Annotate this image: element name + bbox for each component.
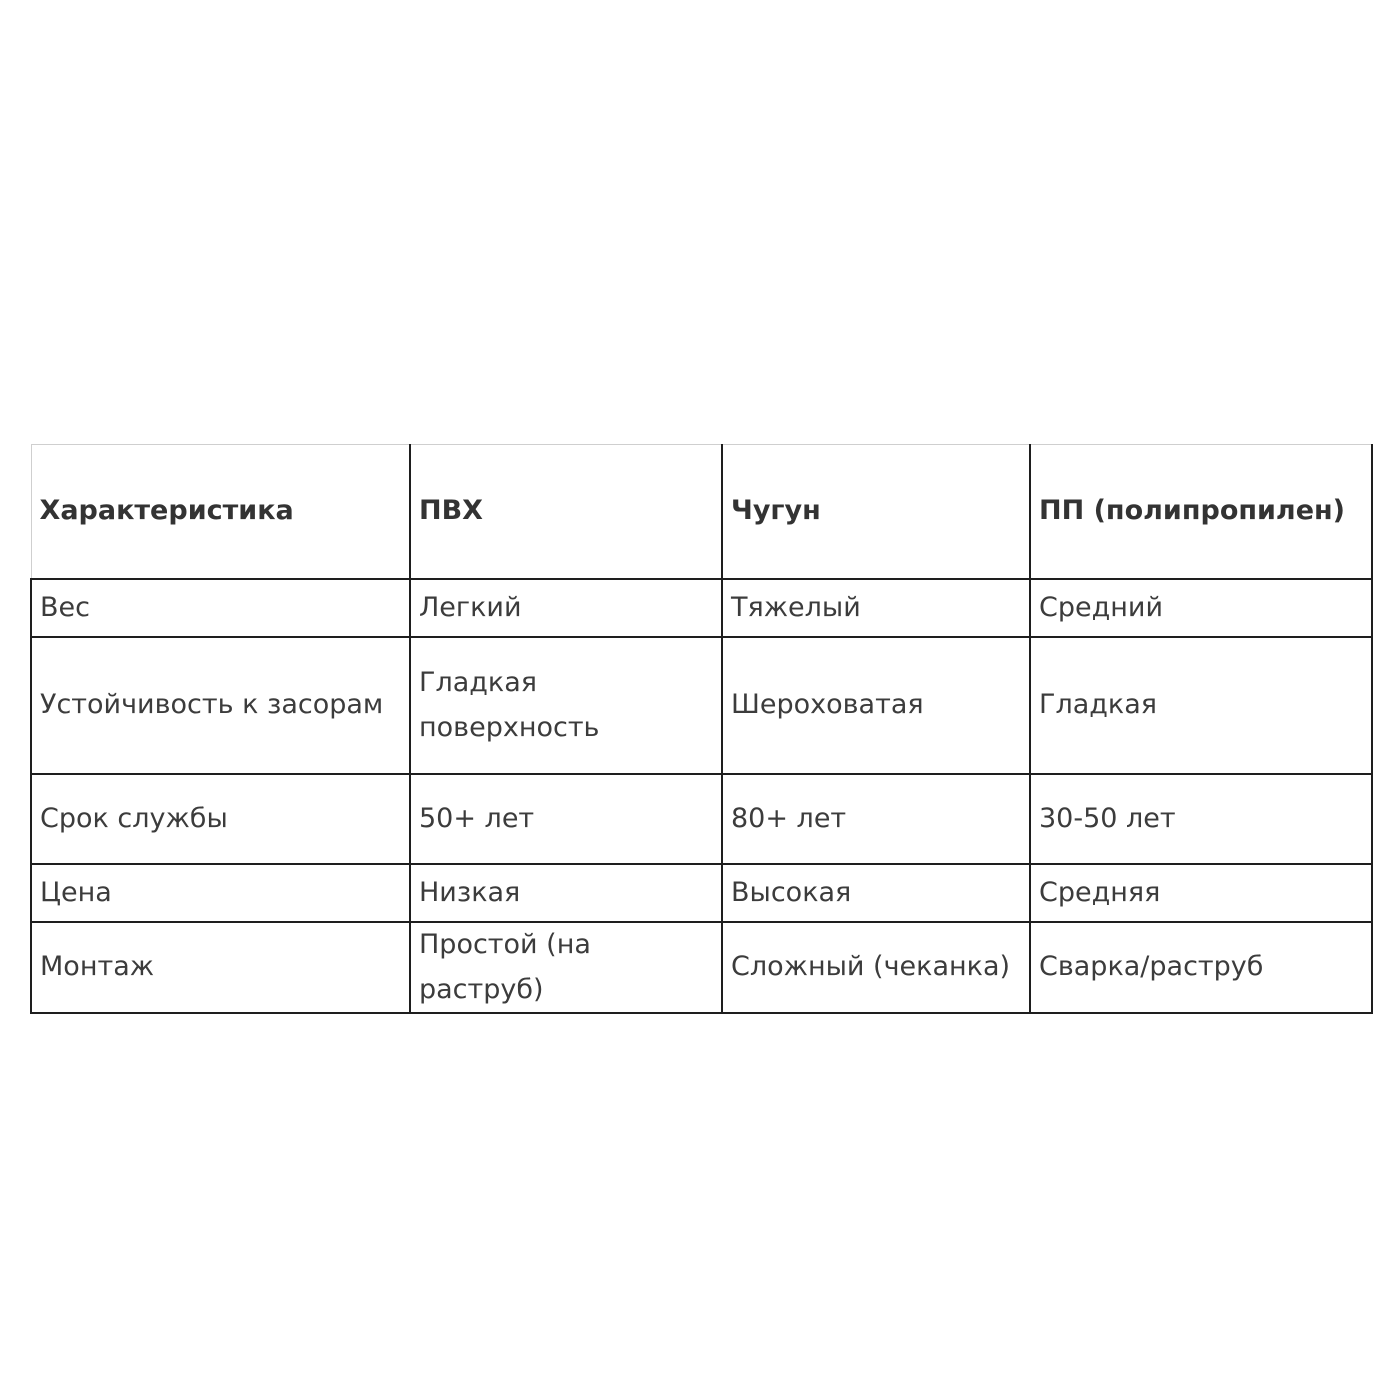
cell-pvc-clog-resistance: Гладкая поверхность: [410, 637, 722, 774]
row-label-clog-resistance: Устойчивость к засорам: [31, 637, 410, 774]
cell-cast-iron-installation: Сложный (чеканка): [722, 922, 1030, 1013]
cell-cast-iron-weight: Тяжелый: [722, 579, 1030, 637]
cell-pp-service-life: 30-50 лет: [1030, 774, 1372, 864]
header-polypropylene: ПП (полипропилен): [1030, 445, 1372, 580]
table-row: [31, 637, 1372, 774]
header-characteristic: Характеристика: [31, 445, 410, 580]
table-row: [31, 579, 1372, 637]
cell-pp-weight: Средний: [1030, 579, 1372, 637]
cell-pvc-service-life: 50+ лет: [410, 774, 722, 864]
cell-cast-iron-service-life: 80+ лет: [722, 774, 1030, 864]
table-row: [31, 864, 1372, 922]
row-label-weight: Вес: [31, 579, 410, 637]
cell-pp-installation: Сварка/раструб: [1030, 922, 1372, 1013]
table-row: [31, 774, 1372, 864]
cell-pvc-weight: Легкий: [410, 579, 722, 637]
table-row: [31, 922, 1372, 1013]
cell-pvc-installation: Простой (на раструб): [410, 922, 722, 1013]
header-cast-iron: Чугун: [722, 445, 1030, 580]
cell-pp-price: Средняя: [1030, 864, 1372, 922]
header-pvc: ПВХ: [410, 445, 722, 580]
row-label-service-life: Срок службы: [31, 774, 410, 864]
row-label-installation: Монтаж: [31, 922, 410, 1013]
cell-pvc-price: Низкая: [410, 864, 722, 922]
table-header-row: [31, 445, 1372, 580]
pipe-comparison-table: [30, 444, 1373, 1014]
cell-pp-clog-resistance: Гладкая: [1030, 637, 1372, 774]
cell-cast-iron-clog-resistance: Шероховатая: [722, 637, 1030, 774]
row-label-price: Цена: [31, 864, 410, 922]
cell-cast-iron-price: Высокая: [722, 864, 1030, 922]
